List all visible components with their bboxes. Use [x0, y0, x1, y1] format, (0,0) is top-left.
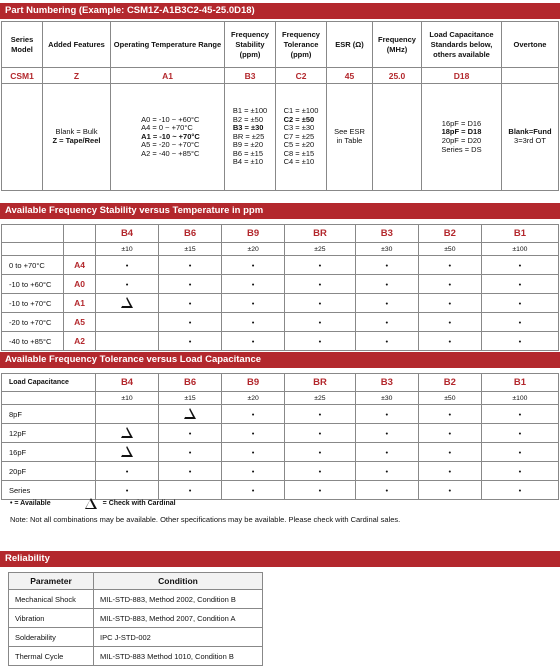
detail-stability: [225, 84, 276, 191]
table-row: [9, 590, 263, 609]
reliability-parameter: Thermal Cycle: [9, 647, 94, 666]
header-overtone: Overtone: [502, 22, 559, 68]
available-dot: •: [159, 462, 222, 481]
load-d20: 20pF = D20: [441, 136, 482, 145]
table-row: [2, 443, 559, 462]
tol-col-value: ±10: [96, 392, 159, 405]
table-row: [2, 424, 559, 443]
code-esr: 45: [327, 68, 373, 84]
stab-b9: B9 = ±20: [232, 140, 263, 150]
stability-matrix-title: Available Frequency Stability versus Temperature in ppm: [0, 203, 560, 219]
header-features: Added Features: [43, 22, 111, 68]
stab-col-value: ±50: [418, 243, 481, 256]
available-dot: •: [355, 462, 418, 481]
available-dot: •: [481, 424, 558, 443]
available-dot: •: [96, 256, 159, 275]
available-dot: •: [418, 405, 481, 424]
tol-col-value: ±20: [222, 392, 285, 405]
header-tolerance: Frequency Tolerance (ppm): [276, 22, 327, 68]
stab-br: BR = ±25: [232, 131, 265, 141]
available-dot: •: [418, 294, 481, 313]
available-dot: •: [222, 443, 285, 462]
table-row: [2, 332, 559, 351]
reliability-condition: MIL-STD-883, Method 2002, Condition B: [94, 590, 263, 609]
stab-b6: B6 = ±15: [232, 148, 263, 158]
available-dot: •: [285, 462, 356, 481]
detail-esr: [327, 84, 373, 191]
tol-col: B3: [355, 374, 418, 392]
stab-sub-blank: [64, 243, 96, 256]
reliability-parameter: Vibration: [9, 609, 94, 628]
header-frequency: Frequency (MHz): [373, 22, 422, 68]
available-dot: •: [418, 332, 481, 351]
temp-a0: A0 = -10 ~ +60°C: [141, 114, 200, 124]
stab-col: B1: [481, 225, 558, 243]
legend: [10, 498, 176, 509]
available-dot: •: [481, 313, 558, 332]
detail-series: [2, 84, 43, 191]
available-dot: •: [159, 275, 222, 294]
available-dot: •: [418, 275, 481, 294]
available-dot: •: [355, 332, 418, 351]
stab-col: B4: [96, 225, 159, 243]
temperature-code: A5: [64, 313, 96, 332]
reliability-condition: MIL-STD-883, Method 2007, Condition A: [94, 609, 263, 628]
available-dot: •: [285, 294, 356, 313]
detail-features: [43, 84, 111, 191]
tol-col: B6: [159, 374, 222, 392]
available-dot: •: [285, 313, 356, 332]
code-features: Z: [43, 68, 111, 84]
code-overtone: [502, 68, 559, 84]
stab-sub-blank: [2, 243, 64, 256]
check-cell: [96, 294, 159, 313]
stability-matrix: [1, 224, 559, 351]
empty-cell: [96, 332, 159, 351]
overtone-3rd: 3=3rd OT: [514, 136, 546, 145]
tol-col: B2: [418, 374, 481, 392]
available-dot: •: [355, 275, 418, 294]
check-cell: [159, 405, 222, 424]
header-esr: ESR (Ω): [327, 22, 373, 68]
available-dot: •: [285, 332, 356, 351]
load-capacitance: 12pF: [2, 424, 96, 443]
triangle-icon: [121, 446, 133, 457]
load-capacitance-label: Load Capacitance: [2, 374, 96, 392]
stab-col-value: ±10: [96, 243, 159, 256]
temperature-range: -40 to +85°C: [2, 332, 64, 351]
triangle-icon: [121, 427, 133, 438]
available-dot: •: [418, 256, 481, 275]
stab-b3: B3 = ±30: [232, 123, 264, 133]
tol-c1: C1 = ±100: [283, 105, 319, 115]
table-row: [2, 294, 559, 313]
available-dot: •: [355, 424, 418, 443]
available-dot: •: [481, 443, 558, 462]
reliability-title: Reliability: [0, 551, 560, 567]
tol-col: B1: [481, 374, 558, 392]
available-dot: •: [222, 424, 285, 443]
available-dot: •: [222, 481, 285, 500]
stab-corner: [2, 225, 64, 243]
legend-available: • = Available: [10, 500, 51, 507]
available-dot: •: [96, 481, 159, 500]
available-dot: •: [418, 443, 481, 462]
available-dot: •: [481, 294, 558, 313]
header-stability: Frequency Stability (ppm): [225, 22, 276, 68]
tol-col-value: ±50: [418, 392, 481, 405]
availability-note: Note: Not all combinations may be available. Other specifications may be available. Please check with Cardinal sales.: [10, 515, 401, 524]
available-dot: •: [418, 313, 481, 332]
temp-a2: A2 = -40 ~ +85°C: [141, 148, 200, 158]
table-row: [9, 609, 263, 628]
available-dot: •: [418, 424, 481, 443]
available-dot: •: [159, 443, 222, 462]
tol-col: B4: [96, 374, 159, 392]
available-dot: •: [159, 313, 222, 332]
available-dot: •: [355, 443, 418, 462]
detail-overtone: [502, 84, 559, 191]
empty-cell: [96, 313, 159, 332]
stab-col: BR: [285, 225, 356, 243]
reliability-parameter: Solderability: [9, 628, 94, 647]
temperature-range: 0 to +70°C: [2, 256, 64, 275]
tol-col: B9: [222, 374, 285, 392]
table-row: [2, 275, 559, 294]
code-stability: B3: [225, 68, 276, 84]
header-parameter: Parameter: [9, 573, 94, 590]
load-d18: 18pF = D18: [441, 127, 482, 137]
available-dot: •: [222, 332, 285, 351]
available-dot: •: [355, 405, 418, 424]
stab-col: B3: [355, 225, 418, 243]
tol-col-value: ±100: [481, 392, 558, 405]
code-series: CSM1: [2, 68, 43, 84]
reliability-condition: IPC J-STD-002: [94, 628, 263, 647]
available-dot: •: [418, 462, 481, 481]
available-dot: •: [355, 294, 418, 313]
temp-a1: A1 = -10 ~ +70°C: [141, 131, 200, 141]
esr-line-2: in Table: [336, 136, 363, 145]
available-dot: •: [355, 481, 418, 500]
table-row: [2, 256, 559, 275]
tol-c8: C8 = ±15: [283, 148, 315, 158]
check-cell: [96, 443, 159, 462]
header-load: Load Capacitance Standards below, others available: [422, 22, 502, 68]
feature-tape-reel: Z = Tape/Reel: [52, 136, 101, 145]
tol-col-value: ±15: [159, 392, 222, 405]
available-dot: •: [159, 424, 222, 443]
available-dot: •: [355, 256, 418, 275]
tolerance-matrix: [1, 373, 559, 500]
stab-b4: B4 = ±10: [232, 157, 263, 167]
available-dot: •: [222, 462, 285, 481]
temp-a4: A4 = 0 ~ +70°C: [141, 123, 193, 133]
table-row: [9, 628, 263, 647]
available-dot: •: [285, 443, 356, 462]
part-numbering-title: Part Numbering (Example: CSM1Z-A1B3C2-45-25.0D18): [0, 3, 560, 19]
available-dot: •: [159, 256, 222, 275]
available-dot: •: [222, 313, 285, 332]
available-dot: •: [159, 294, 222, 313]
available-dot: •: [222, 275, 285, 294]
temperature-code: A0: [64, 275, 96, 294]
temperature-range: -10 to +70°C: [2, 294, 64, 313]
load-ds: Series = DS: [441, 144, 482, 154]
available-dot: •: [285, 424, 356, 443]
available-dot: •: [96, 275, 159, 294]
empty-cell: [96, 405, 159, 424]
tolerance-matrix-title: Available Frequency Tolerance versus Load Capacitance: [0, 352, 560, 368]
code-tolerance: C2: [276, 68, 327, 84]
code-frequency: 25.0: [373, 68, 422, 84]
check-cell: [96, 424, 159, 443]
temperature-code: A4: [64, 256, 96, 275]
triangle-icon: [121, 297, 133, 308]
detail-tolerance: [276, 84, 327, 191]
available-dot: •: [222, 256, 285, 275]
esr-line-1: See ESR: [334, 127, 365, 137]
tol-col: BR: [285, 374, 356, 392]
available-dot: •: [418, 481, 481, 500]
tol-col-value: ±30: [355, 392, 418, 405]
overtone-fund: Blank=Fund: [508, 127, 552, 137]
code-temperature: A1: [111, 68, 225, 84]
stab-col: B2: [418, 225, 481, 243]
tol-sub-blank: [2, 392, 96, 405]
temperature-code: A1: [64, 294, 96, 313]
stab-col-value: ±15: [159, 243, 222, 256]
available-dot: •: [355, 313, 418, 332]
part-numbering-table: [1, 21, 559, 191]
load-capacitance: Series: [2, 481, 96, 500]
stab-b2: B2 = ±50: [232, 114, 263, 124]
stab-col-value: ±30: [355, 243, 418, 256]
legend-check: = Check with Cardinal: [102, 500, 176, 507]
header-temperature: Operating Temperature Range: [111, 22, 225, 68]
available-dot: •: [481, 462, 558, 481]
available-dot: •: [222, 294, 285, 313]
feature-bulk: Blank = Bulk: [55, 127, 98, 137]
available-dot: •: [285, 256, 356, 275]
load-d16: 16pF = D16: [441, 118, 482, 128]
available-dot: •: [481, 405, 558, 424]
reliability-table: [8, 572, 263, 666]
available-dot: •: [285, 275, 356, 294]
available-dot: •: [481, 481, 558, 500]
code-load: D18: [422, 68, 502, 84]
stab-col: B6: [159, 225, 222, 243]
available-dot: •: [481, 256, 558, 275]
stab-col-value: ±100: [481, 243, 558, 256]
tol-c7: C7 = ±25: [283, 131, 315, 141]
triangle-icon: [85, 498, 97, 509]
tol-col-value: ±25: [285, 392, 356, 405]
stab-col: B9: [222, 225, 285, 243]
tol-c5: C5 = ±20: [283, 140, 315, 150]
triangle-icon: [184, 408, 196, 419]
available-dot: •: [159, 332, 222, 351]
load-capacitance: 16pF: [2, 443, 96, 462]
table-row: [2, 481, 559, 500]
temp-a5: A5 = -20 ~ +70°C: [141, 140, 200, 150]
temperature-range: -20 to +70°C: [2, 313, 64, 332]
tol-c3: C3 = ±30: [283, 123, 315, 133]
available-dot: •: [159, 481, 222, 500]
table-row: [2, 313, 559, 332]
detail-temperature: [111, 84, 225, 191]
stab-col-value: ±20: [222, 243, 285, 256]
load-capacitance: 8pF: [2, 405, 96, 424]
available-dot: •: [285, 481, 356, 500]
tol-c2: C2 = ±50: [283, 114, 315, 124]
temperature-range: -10 to +60°C: [2, 275, 64, 294]
load-capacitance: 20pF: [2, 462, 96, 481]
reliability-parameter: Mechanical Shock: [9, 590, 94, 609]
table-row: [2, 462, 559, 481]
available-dot: •: [96, 462, 159, 481]
table-row: [2, 405, 559, 424]
tol-c4: C4 = ±10: [283, 157, 315, 167]
available-dot: •: [481, 275, 558, 294]
table-row: [9, 647, 263, 666]
temperature-code: A2: [64, 332, 96, 351]
reliability-condition: MIL-STD-883 Method 1010, Condition B: [94, 647, 263, 666]
available-dot: •: [285, 405, 356, 424]
stab-b1: B1 = ±100: [232, 105, 268, 115]
header-condition: Condition: [94, 573, 263, 590]
header-series: Series Model: [2, 22, 43, 68]
detail-frequency: [373, 84, 422, 191]
available-dot: •: [481, 332, 558, 351]
stab-corner-code: [64, 225, 96, 243]
detail-load: [422, 84, 502, 191]
stab-col-value: ±25: [285, 243, 356, 256]
available-dot: •: [222, 405, 285, 424]
